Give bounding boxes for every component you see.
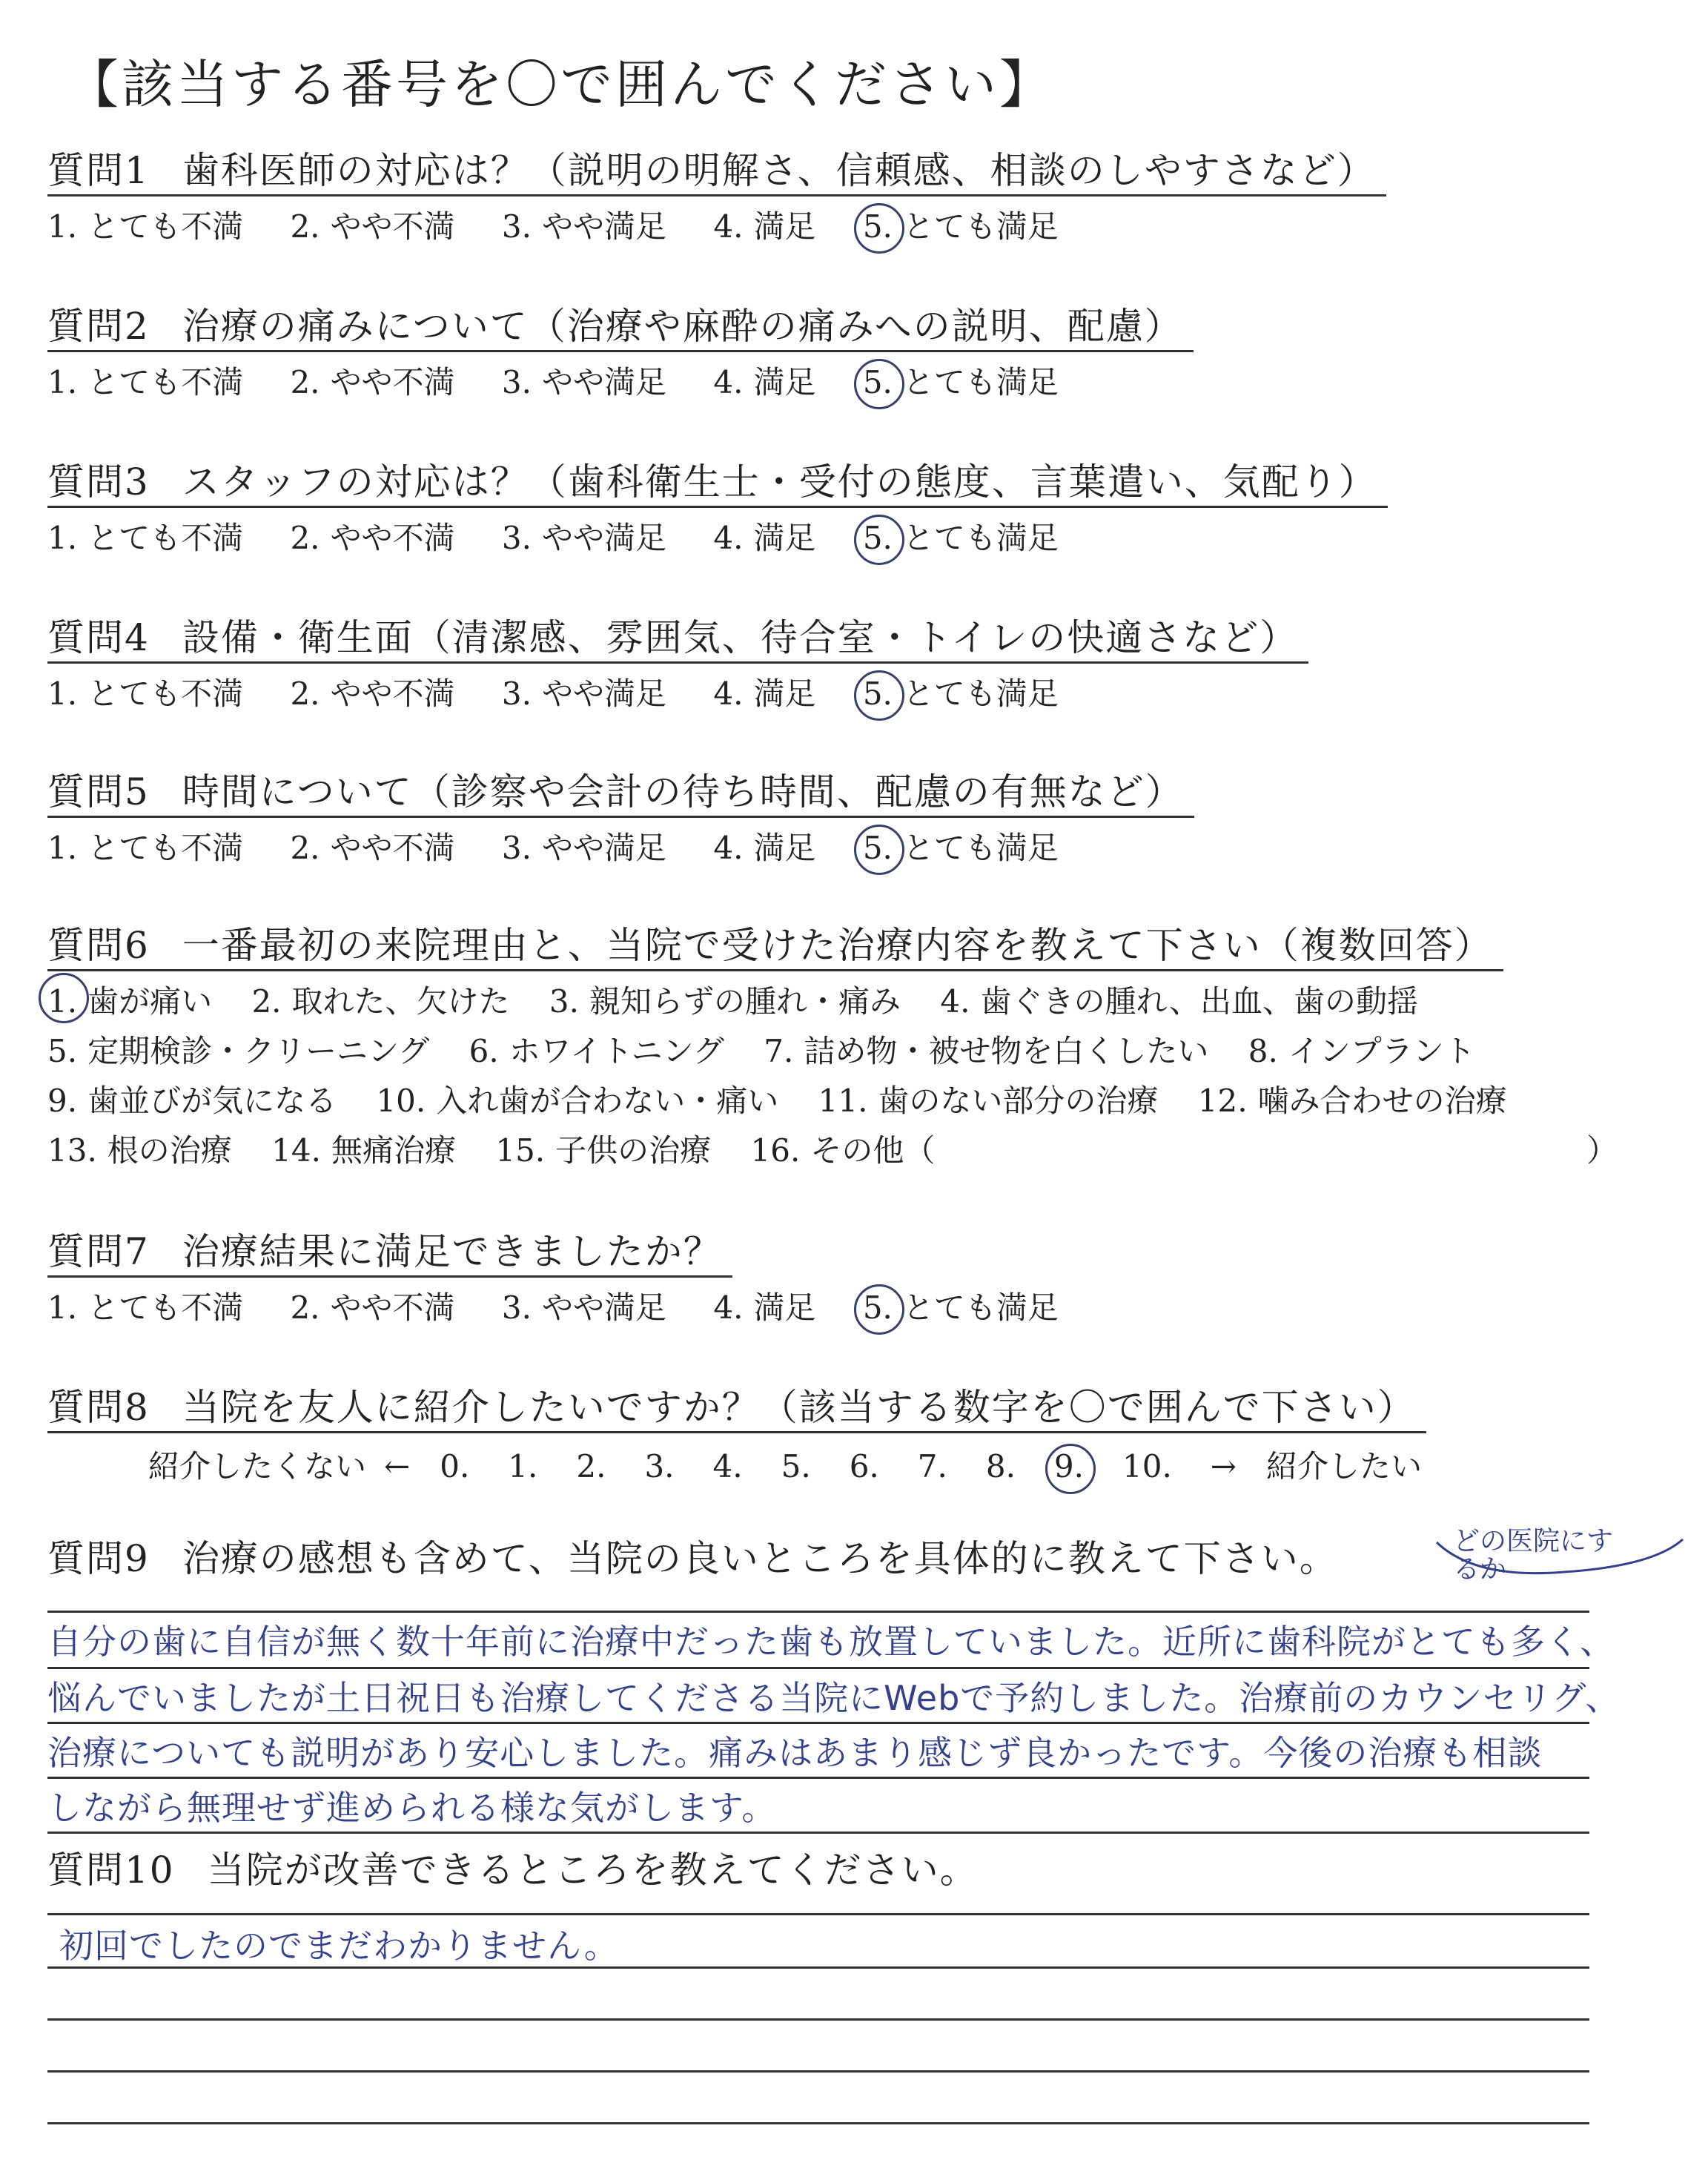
question-6-options-row-3 [47,1077,1507,1121]
option-4[interactable]: 4. 満足 [713,1289,816,1326]
nps-7[interactable]: 7. [917,1448,947,1484]
q6-option-14[interactable]: 14. 無痛治療 [271,1132,456,1169]
question-5-heading [47,770,1194,818]
question-number: 質問1 [47,149,150,192]
question-text: 当院が改善できるところを教えてください。 [207,1849,979,1892]
nps-4[interactable]: 4. [712,1448,743,1484]
answer-line [47,2018,1589,2021]
option-5-circled[interactable]: 5. とても満足 [863,1289,1059,1328]
handwritten-note: どの医院にするか [1453,1526,1614,1585]
question-3-heading [47,460,1388,508]
question-number: 質問9 [47,1537,150,1580]
q9-answer-line-2: 悩んでいましたが土日祝日も治療してくださる当院にWebで予約しました。治療前のカウンセリグ、 [47,1678,1621,1718]
option-1[interactable]: 1. とても不満 [47,520,244,556]
option-4[interactable]: 4. 満足 [713,364,816,400]
q6-option-12[interactable]: 12. 噛み合わせの治療 [1197,1083,1507,1119]
question-1-options [47,208,1096,247]
option-4[interactable]: 4. 満足 [713,830,816,866]
q6-option-7[interactable]: 7. 詰め物・被せ物を白くしたい [764,1033,1209,1069]
option-4[interactable]: 4. 満足 [713,520,816,556]
q6-option-16[interactable]: 16. その他（ [750,1132,936,1169]
q6-option-1-circled[interactable]: 1. 歯が痛い [47,977,212,1022]
q6-other-close-paren: ） [1586,1132,1618,1169]
question-4-options [47,675,1096,714]
question-6-options-row-1 [47,977,1418,1022]
q6-option-9[interactable]: 9. 歯並びが気になる [47,1083,337,1119]
option-3[interactable]: 3. やや満足 [501,1289,666,1326]
question-text: 歯科医師の対応は？（説明の明解さ、信頼感、相談のしやすさなど） [182,149,1376,192]
answer-line [47,1832,1589,1834]
question-5-options [47,829,1096,868]
q9-answer-line-1: 自分の歯に自信が無く数十年前に治療中だった歯も放置していました。近所に歯科院がとても多く、 [47,1622,1615,1662]
q6-option-15[interactable]: 15. 子供の治療 [495,1132,712,1169]
option-2[interactable]: 2. やや不満 [290,364,455,400]
question-text: 設備・衛生面（清潔感、雰囲気、待合室・トイレの快適さなど） [182,616,1299,659]
nps-9-circled[interactable]: 9. [1053,1448,1084,1484]
option-5-circled[interactable]: 5. とても満足 [863,208,1059,247]
question-9-heading [47,1536,1348,1582]
question-number: 質問5 [47,770,150,813]
option-5-circled[interactable]: 5. とても満足 [863,519,1059,558]
question-7-heading [47,1229,732,1278]
nps-6[interactable]: 6. [849,1448,879,1484]
option-1[interactable]: 1. とても不満 [47,364,244,400]
option-4[interactable]: 4. 満足 [713,676,816,712]
question-text: 治療の痛みについて（治療や麻酔の痛みへの説明、配慮） [182,305,1183,348]
option-1[interactable]: 1. とても不満 [47,208,244,245]
nps-5[interactable]: 5. [781,1448,811,1484]
nps-2[interactable]: 2. [576,1448,606,1484]
question-text: 時間について（診察や会計の待ち時間、配慮の有無など） [182,770,1184,813]
question-2-options [47,363,1096,403]
nps-scale [148,1442,1422,1487]
question-text: 当院を友人に紹介したいですか？（該当する数字を〇で囲んで下さい） [182,1386,1416,1429]
question-number: 質問4 [47,616,150,659]
question-text: 一番最初の来院理由と、当院で受けた治療内容を教えて下さい（複数回答） [182,924,1493,967]
question-text: 治療結果に満足できましたか？ [182,1230,722,1273]
nps-8[interactable]: 8. [985,1448,1016,1484]
q6-option-11[interactable]: 11. 歯のない部分の治療 [818,1083,1159,1119]
question-6-options-row-4 [47,1126,935,1171]
answer-line [47,1611,1589,1613]
answer-line [47,1913,1589,1915]
question-text: 治療の感想も含めて、当院の良いところを具体的に教えて下さい。 [182,1537,1338,1580]
question-number: 質問8 [47,1386,150,1429]
nps-left-label: 紹介したくない [148,1448,367,1484]
answer-line [47,2122,1589,2124]
question-number: 質問10 [47,1849,175,1892]
option-1[interactable]: 1. とても不満 [47,830,244,866]
q6-option-5[interactable]: 5. 定期検診・クリーニング [47,1033,430,1069]
nps-10[interactable]: 10. [1122,1448,1172,1484]
option-3[interactable]: 3. やや満足 [501,520,666,556]
q9-answer-line-4: しながら無理せず進められる様な気がします。 [47,1788,777,1828]
option-5-circled[interactable]: 5. とても満足 [863,675,1059,714]
q6-option-3[interactable]: 3. 親知らずの腫れ・痛み [549,983,901,1020]
question-number: 質問6 [47,924,150,967]
page-title: 【該当する番号を〇で囲んでください】 [67,54,1054,115]
question-1-heading [47,148,1386,196]
option-4[interactable]: 4. 満足 [713,208,816,245]
option-2[interactable]: 2. やや不満 [290,208,455,245]
q6-option-6[interactable]: 6. ホワイトニング [469,1033,724,1069]
option-2[interactable]: 2. やや不満 [290,520,455,556]
nps-3[interactable]: 3. [644,1448,675,1484]
answer-line [47,1667,1589,1669]
question-8-heading [47,1385,1426,1433]
question-text: スタッフの対応は？（歯科衛生士・受付の態度、言葉遣い、気配り） [182,460,1377,503]
option-2[interactable]: 2. やや不満 [290,830,455,866]
q6-option-4[interactable]: 4. 歯ぐきの腫れ、出血、歯の動揺 [940,983,1418,1020]
left-arrow-icon: ← [384,1448,411,1484]
option-5-circled[interactable]: 5. とても満足 [863,829,1059,868]
answer-line [47,1722,1589,1724]
q10-answer-line-1: 初回でしたのでまだわかりません。 [59,1926,619,1966]
nps-right-label: 紹介したい [1266,1448,1423,1484]
option-3[interactable]: 3. やや満足 [501,364,666,400]
option-1[interactable]: 1. とても不満 [47,1289,244,1326]
question-number: 質問2 [47,305,150,348]
q6-option-13[interactable]: 13. 根の治療 [47,1132,232,1169]
question-10-heading [47,1848,989,1894]
question-4-heading [47,615,1308,664]
q6-option-10[interactable]: 10. 入れ歯が合わない・痛い [376,1083,779,1119]
q6-option-8[interactable]: 8. インプラント [1248,1033,1475,1069]
right-arrow-icon: → [1210,1448,1237,1484]
option-1[interactable]: 1. とても不満 [47,676,244,712]
question-3-options [47,519,1096,558]
option-2[interactable]: 2. やや不満 [290,676,455,712]
option-3[interactable]: 3. やや満足 [501,830,666,866]
option-3[interactable]: 3. やや満足 [501,676,666,712]
q9-answer-line-3: 治療についても説明があり安心しました。痛みはあまり感じず良かったです。今後の治療も相談 [47,1733,1543,1773]
question-number: 質問7 [47,1230,150,1273]
option-2[interactable]: 2. やや不満 [290,1289,455,1326]
question-2-heading [47,304,1194,352]
question-number: 質問3 [47,460,150,503]
question-7-options [47,1289,1096,1328]
q6-option-2[interactable]: 2. 取れた、欠けた [251,983,510,1020]
question-6-heading [47,923,1503,971]
option-3[interactable]: 3. やや満足 [501,208,666,245]
nps-0[interactable]: 0. [440,1448,470,1484]
nps-1[interactable]: 1. [508,1448,538,1484]
question-6-options-row-2 [47,1027,1475,1071]
answer-line [47,2070,1589,2073]
answer-line [47,1777,1589,1779]
option-5-circled[interactable]: 5. とても満足 [863,363,1059,403]
